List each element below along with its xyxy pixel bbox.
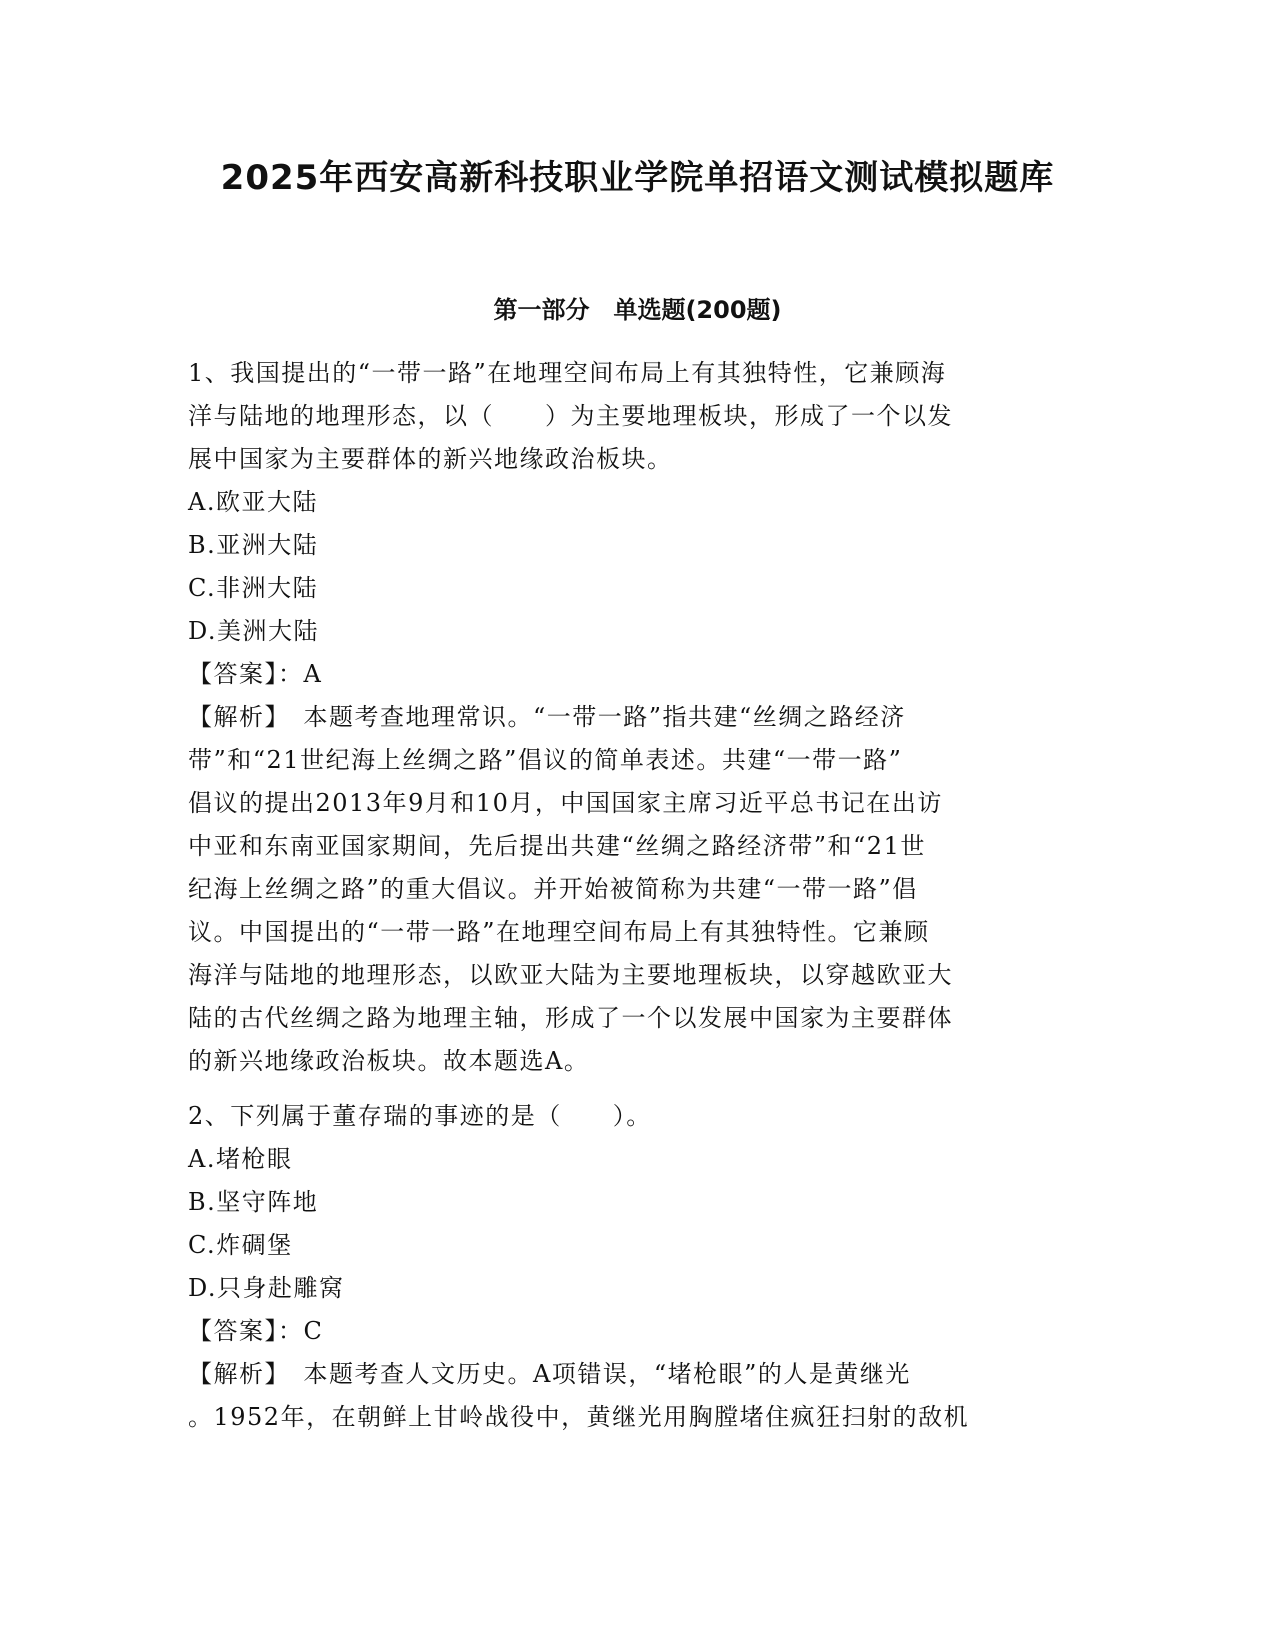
analysis-line: 。1952年，在朝鲜上甘岭战役中，黄继光用胸膛堵住疯狂扫射的敌机 [188,1403,970,1431]
option-c: C.非洲大陆 [188,574,319,602]
option-c: C.炸碉堡 [188,1231,293,1259]
option-b: B.坚守阵地 [188,1188,319,1216]
analysis-line: 【解析】 本题考查人文历史。A项错误，“堵枪眼”的人是黄继光 [188,1360,911,1388]
option-a: A.欧亚大陆 [188,488,318,516]
question-1 [188,352,1068,1083]
document-title: 2025年西安高新科技职业学院单招语文测试模拟题库 [220,158,1055,198]
option-d: D.美洲大陆 [188,617,320,645]
option-d: D.只身赴雕窝 [188,1274,345,1302]
analysis-line: 倡议的提出2013年9月和10月，中国国家主席习近平总书记在出访 [188,789,943,817]
question-stem-line: 1、我国提出的“一带一路”在地理空间布局上有其独特性，它兼顾海 [188,359,947,387]
analysis-line: 海洋与陆地的地理形态，以欧亚大陆为主要地理板块，以穿越欧亚大 [188,961,953,989]
question-stem-line: 2、下列属于董存瑞的事迹的是（ ）。 [188,1102,652,1130]
analysis-line: 的新兴地缘政治板块。故本题选A。 [188,1047,590,1075]
answer-line: 【答案】：A [188,660,323,688]
document-body [188,352,1068,1439]
analysis-line: 纪海上丝绸之路”的重大倡议。并开始被简称为共建“一带一路”倡 [188,875,918,903]
question-stem-line: 展中国家为主要群体的新兴地缘政治板块。 [188,445,673,473]
analysis-line: 带”和“21世纪海上丝绸之路”倡议的简单表述。共建“一带一路” [188,746,903,774]
analysis-line: 议。中国提出的“一带一路”在地理空间布局上有其独特性。它兼顾 [188,918,930,946]
section-title: 第一部分 单选题(200题) [493,296,782,324]
option-b: B.亚洲大陆 [188,531,319,559]
answer-line: 【答案】：C [188,1317,324,1345]
analysis-line: 陆的古代丝绸之路为地理主轴，形成了一个以发展中国家为主要群体 [188,1004,953,1032]
question-separator [188,1083,1068,1095]
analysis-line: 【解析】 本题考查地理常识。“一带一路”指共建“丝绸之路经济 [188,703,906,731]
option-a: A.堵枪眼 [188,1145,293,1173]
question-stem-line: 洋与陆地的地理形态，以（ ）为主要地理板块，形成了一个以发 [188,402,953,430]
analysis-line: 中亚和东南亚国家期间，先后提出共建“丝绸之路经济带”和“21世 [188,832,926,860]
question-2 [188,1095,1068,1439]
